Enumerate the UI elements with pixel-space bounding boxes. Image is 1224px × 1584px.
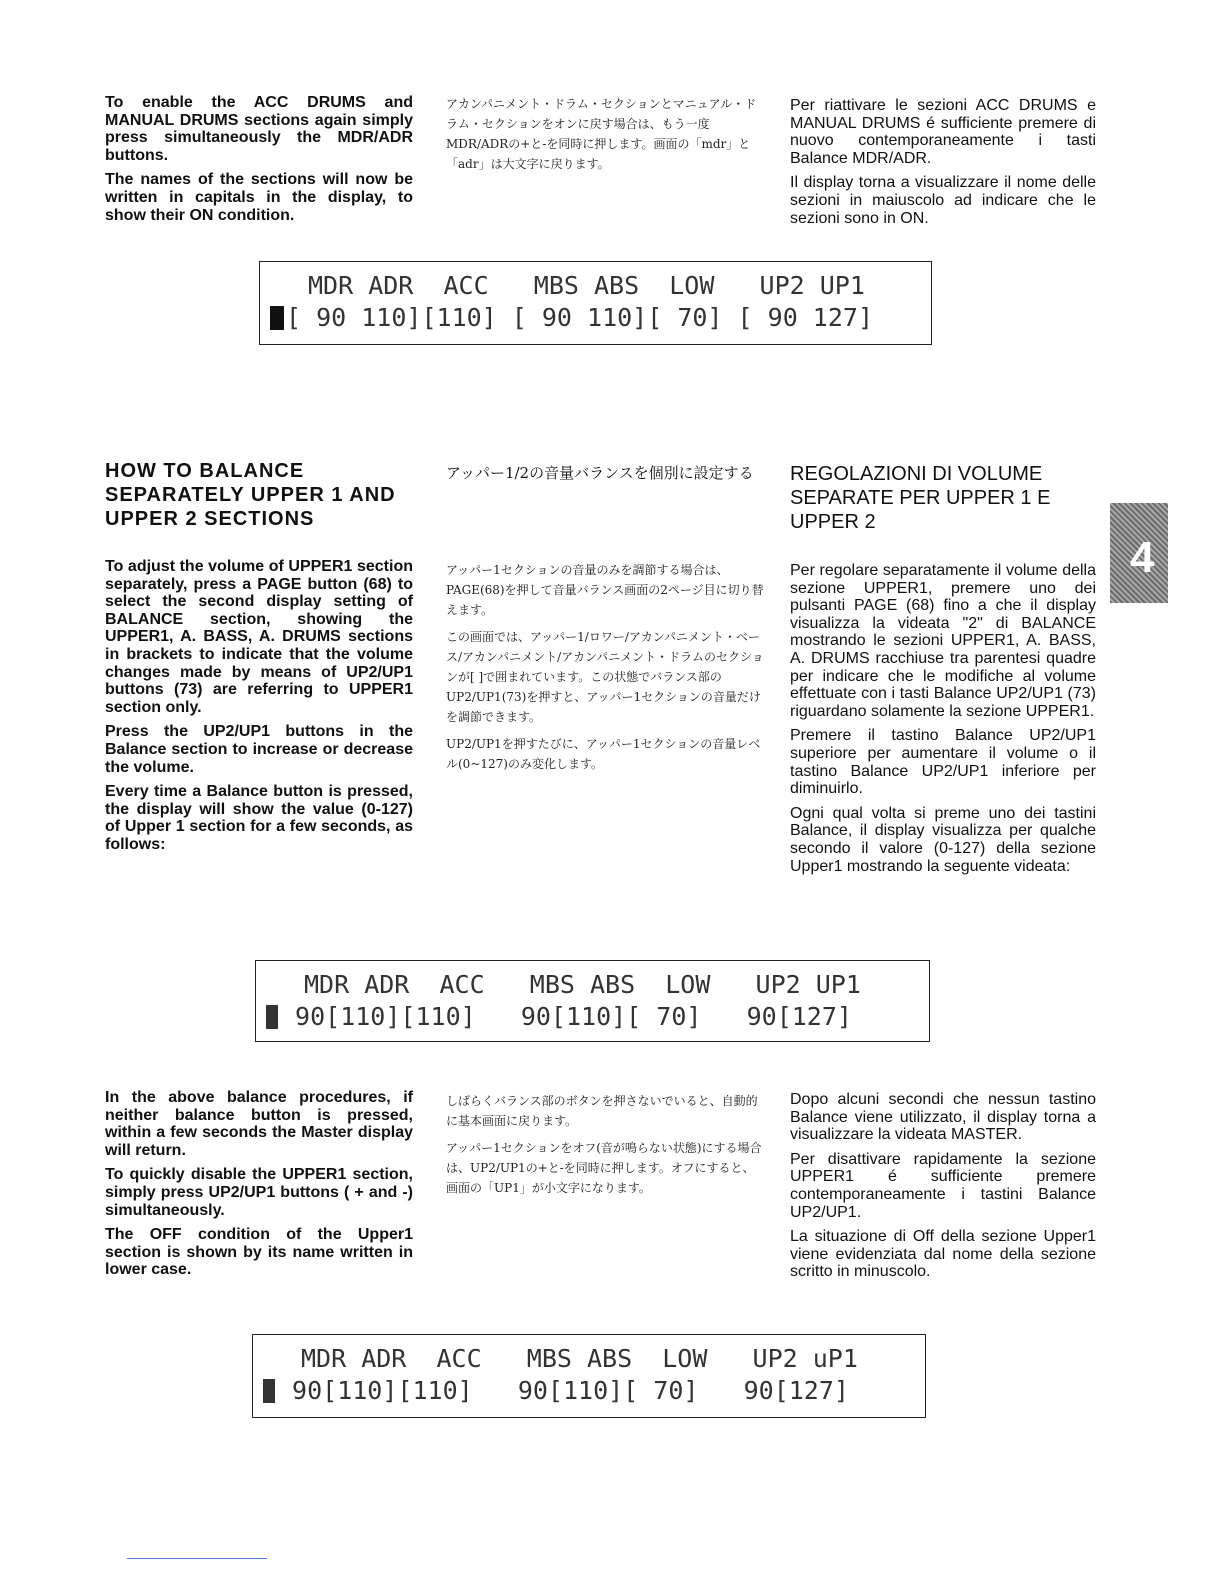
chapter-tab	[1110, 503, 1168, 603]
paragraph: UP2/UP1を押すたびに、アッパー1セクションの音量レベル(0~127)のみ変化します。	[446, 737, 761, 771]
paragraph: アッパー1セクションをオフ(音が鳴らない状態)にする場合は、UP2/UP1の+と-を同時に押します。オフにすると、画面の「UP1」が小文字になります。	[446, 1141, 762, 1195]
paragraph: この画面では、アッパー1/ロワー/アカンパニメント・ベース/アカンパニメント/アカンパニメント・ドラムのセクションが[ ]で囲まれています。この状態でバランス部のUP2/UP1(73)を押すと、アッパー1セクションの音量だけを調節できます。	[446, 630, 764, 724]
paragraph: Ogni qual volta si preme uno dei tastini Balance, il display visualizza per qualche secondo il valore (0-127) della sezione Upper1 mostrando la seguente videata:	[790, 804, 1096, 875]
paragraph: アカンパニメント・ドラム・セクションとマニュアル・ドラム・セクションをオンに戻す場合は、もう一度MDR/ADRの+と-を同時に押します。画面の「mdr」と「adr」は大文字に戻ります。	[446, 97, 757, 171]
lcd-header-row: MDR ADR ACC MBS ABS LOW UP2 UP1	[304, 970, 861, 999]
paragraph: しばらくバランス部のボタンを押さないでいると、自動的に基本画面に戻ります。	[446, 1094, 758, 1128]
section-heading-it: REGOLAZIONI DI VOLUME SEPARATE PER UPPER 1 E UPPER 2	[790, 463, 1051, 533]
top-english-column	[105, 94, 413, 231]
lcd-value-row	[263, 1375, 925, 1407]
section-heading-jp: アッパー1/2の音量バランスを個別に設定する	[446, 464, 754, 482]
lcd-values: 90[110][110] 90[110][ 70] 90[127]	[280, 1002, 852, 1031]
paragraph: To quickly disable the UPPER1 section, simply press UP2/UP1 buttons ( + and -) simultaneously.	[105, 1166, 413, 1219]
lcd-values: 90[110][110] 90[110][ 70] 90[127]	[277, 1376, 849, 1405]
paragraph: Il display torna a visualizzare il nome delle sezioni in maiuscolo ad indicare che le sezioni sono in ON.	[790, 174, 1096, 227]
footer-rule	[127, 1558, 267, 1559]
paragraph: Per regolare separatamente il volume della sezione UPPER1, premere uno dei pulsanti PAGE (68) fino a che il display visualizza la videata "2" di BALANCE mostrando le sezioni UPPER1, A. BASS, A. DRUMS racchiuse tra parentesi quadre per indicare che le modifiche al volume effettuate con i tasti Balance UP2/UP1 (73) riguardano solamente la sezione UPPER1.	[790, 562, 1096, 720]
mid-english-column	[105, 558, 413, 861]
lcd-display-1	[259, 261, 932, 345]
paragraph: To adjust the volume of UPPER1 section separately, press a PAGE button (68) to select the second display setting of BALANCE section, showing the UPPER1, A. BASS, A. DRUMS sections in brackets to indicate that the volume changes made by means of UP2/UP1 buttons (73) are referring to UPPER1 section only.	[105, 558, 413, 716]
paragraph: The OFF condition of the Upper1 section is shown by its name written in lower case.	[105, 1226, 413, 1279]
paragraph: Per disattivare rapidamente la sezione UPPER1 é sufficiente premere contemporaneamente i tastini Balance UP2/UP1.	[790, 1150, 1096, 1221]
mid-italian-column	[790, 562, 1096, 882]
paragraph: アッパー1セクションの音量のみを調節する場合は、PAGE(68)を押して音量バランス画面の2ページ目に切り替えます。	[446, 563, 764, 617]
paragraph: Premere il tastino Balance UP2/UP1 superiore per aumentare il volume o il tastino Balance UP2/UP1 inferiore per diminuirlo.	[790, 727, 1096, 798]
lcd-cursor-block	[270, 306, 284, 330]
lcd-cursor-block	[266, 1005, 278, 1029]
section-heading-en: HOW TO BALANCE SEPARATELY UPPER 1 AND UPPER 2 SECTIONS	[105, 460, 396, 530]
paragraph: To enable the ACC DRUMS and MANUAL DRUMS sections again simply press simultaneously the MDR/ADR buttons.	[105, 94, 413, 164]
paragraph: Every time a Balance button is pressed, the display will show the value (0-127) of Upper 1 section for a few seconds, as follows:	[105, 783, 413, 853]
lcd-values: [ 90 110][110] [ 90 110][ 70] [ 90 127]	[286, 303, 873, 332]
lcd-display-2	[255, 960, 930, 1042]
paragraph: Press the UP2/UP1 buttons in the Balance section to increase or decrease the volume.	[105, 723, 413, 776]
top-japanese-column	[446, 94, 764, 181]
bottom-italian-column	[790, 1091, 1096, 1288]
lcd-value-row	[266, 1001, 929, 1033]
lcd-header-row: MDR ADR ACC MBS ABS LOW UP2 UP1	[308, 271, 865, 300]
paragraph: La situazione di Off della sezione Upper1 viene evidenziata dal nome della sezione scritto in minuscolo.	[790, 1228, 1096, 1281]
paragraph: Per riattivare le sezioni ACC DRUMS e MANUAL DRUMS é sufficiente premere di nuovo contemporaneamente i tasti Balance MDR/ADR.	[790, 97, 1096, 167]
bottom-japanese-column	[446, 1091, 764, 1205]
paragraph: Dopo alcuni secondi che nessun tastino Balance viene utilizzato, il display torna a visualizzare la videata MASTER.	[790, 1091, 1096, 1144]
paragraph: In the above balance procedures, if neither balance button is pressed, within a few seconds the Master display will return.	[105, 1089, 413, 1159]
paragraph: The names of the sections will now be written in capitals in the display, to show their ON condition.	[105, 171, 413, 224]
lcd-cursor-block	[263, 1379, 275, 1403]
bottom-english-column	[105, 1089, 413, 1286]
lcd-value-row	[270, 302, 931, 334]
top-italian-column	[790, 97, 1096, 234]
mid-japanese-column	[446, 560, 764, 781]
chapter-number: 4	[1130, 533, 1155, 582]
lcd-display-3	[252, 1334, 926, 1418]
lcd-header-row: MDR ADR ACC MBS ABS LOW UP2 uP1	[301, 1344, 858, 1373]
